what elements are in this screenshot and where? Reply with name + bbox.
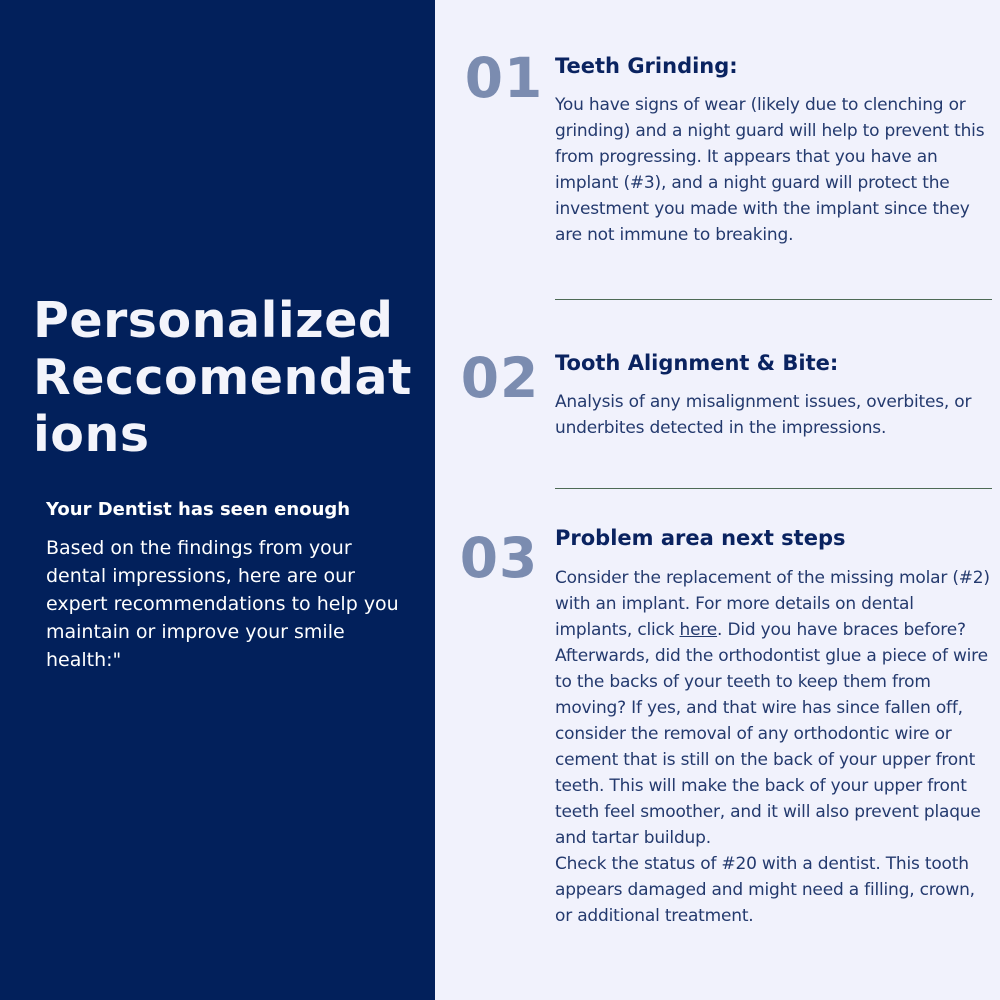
item-body: You have signs of wear (likely due to clenching or grinding) and a night guard will help to prevent this from progressing. It appears that you have an implant (#3), and a night guard will protect the investment you made with the implant since they are not immune to breaking. xyxy=(555,95,985,245)
item-heading: Problem area next steps xyxy=(555,526,846,550)
item-heading: Tooth Alignment & Bite: xyxy=(555,351,839,375)
divider xyxy=(555,488,992,489)
divider xyxy=(555,299,992,300)
item-body xyxy=(555,565,995,929)
subtitle: Your Dentist has seen enough xyxy=(46,499,351,520)
item-body-text: . Did you have braces before? Afterwards, did the orthodontist glue a piece of wire to the backs of your teeth to keep them from moving? If yes, and that wire has since fallen off, consider the removal of any orthodontic wire or cement that is still on the back of your upper front teeth. This will make the back of your upper front teeth feel smoother, and it will also prevent plaque and tartar buildup. xyxy=(555,620,988,848)
page-title: Personalized Reccomendations xyxy=(33,292,412,463)
intro-text: Based on the findings from your dental impressions, here are our expert recommendations to help you maintain or improve your smile health:" xyxy=(46,537,399,671)
left-panel xyxy=(0,0,435,1000)
item-body: Analysis of any misalignment issues, overbites, or underbites detected in the impressions. xyxy=(555,392,972,438)
item-body-text: Consider the replacement of the missing molar (#2) with an implant. For more details on dental implants, click xyxy=(555,568,990,640)
item-number: 02 xyxy=(460,346,540,410)
here-link[interactable]: here xyxy=(679,620,718,640)
item-heading: Teeth Grinding: xyxy=(555,54,738,78)
item-body-text: Check the status of #20 with a dentist. This tooth appears damaged and might need a filling, crown, or additional treatment. xyxy=(555,854,975,926)
item-number: 01 xyxy=(464,46,544,110)
item-number: 03 xyxy=(459,526,539,590)
